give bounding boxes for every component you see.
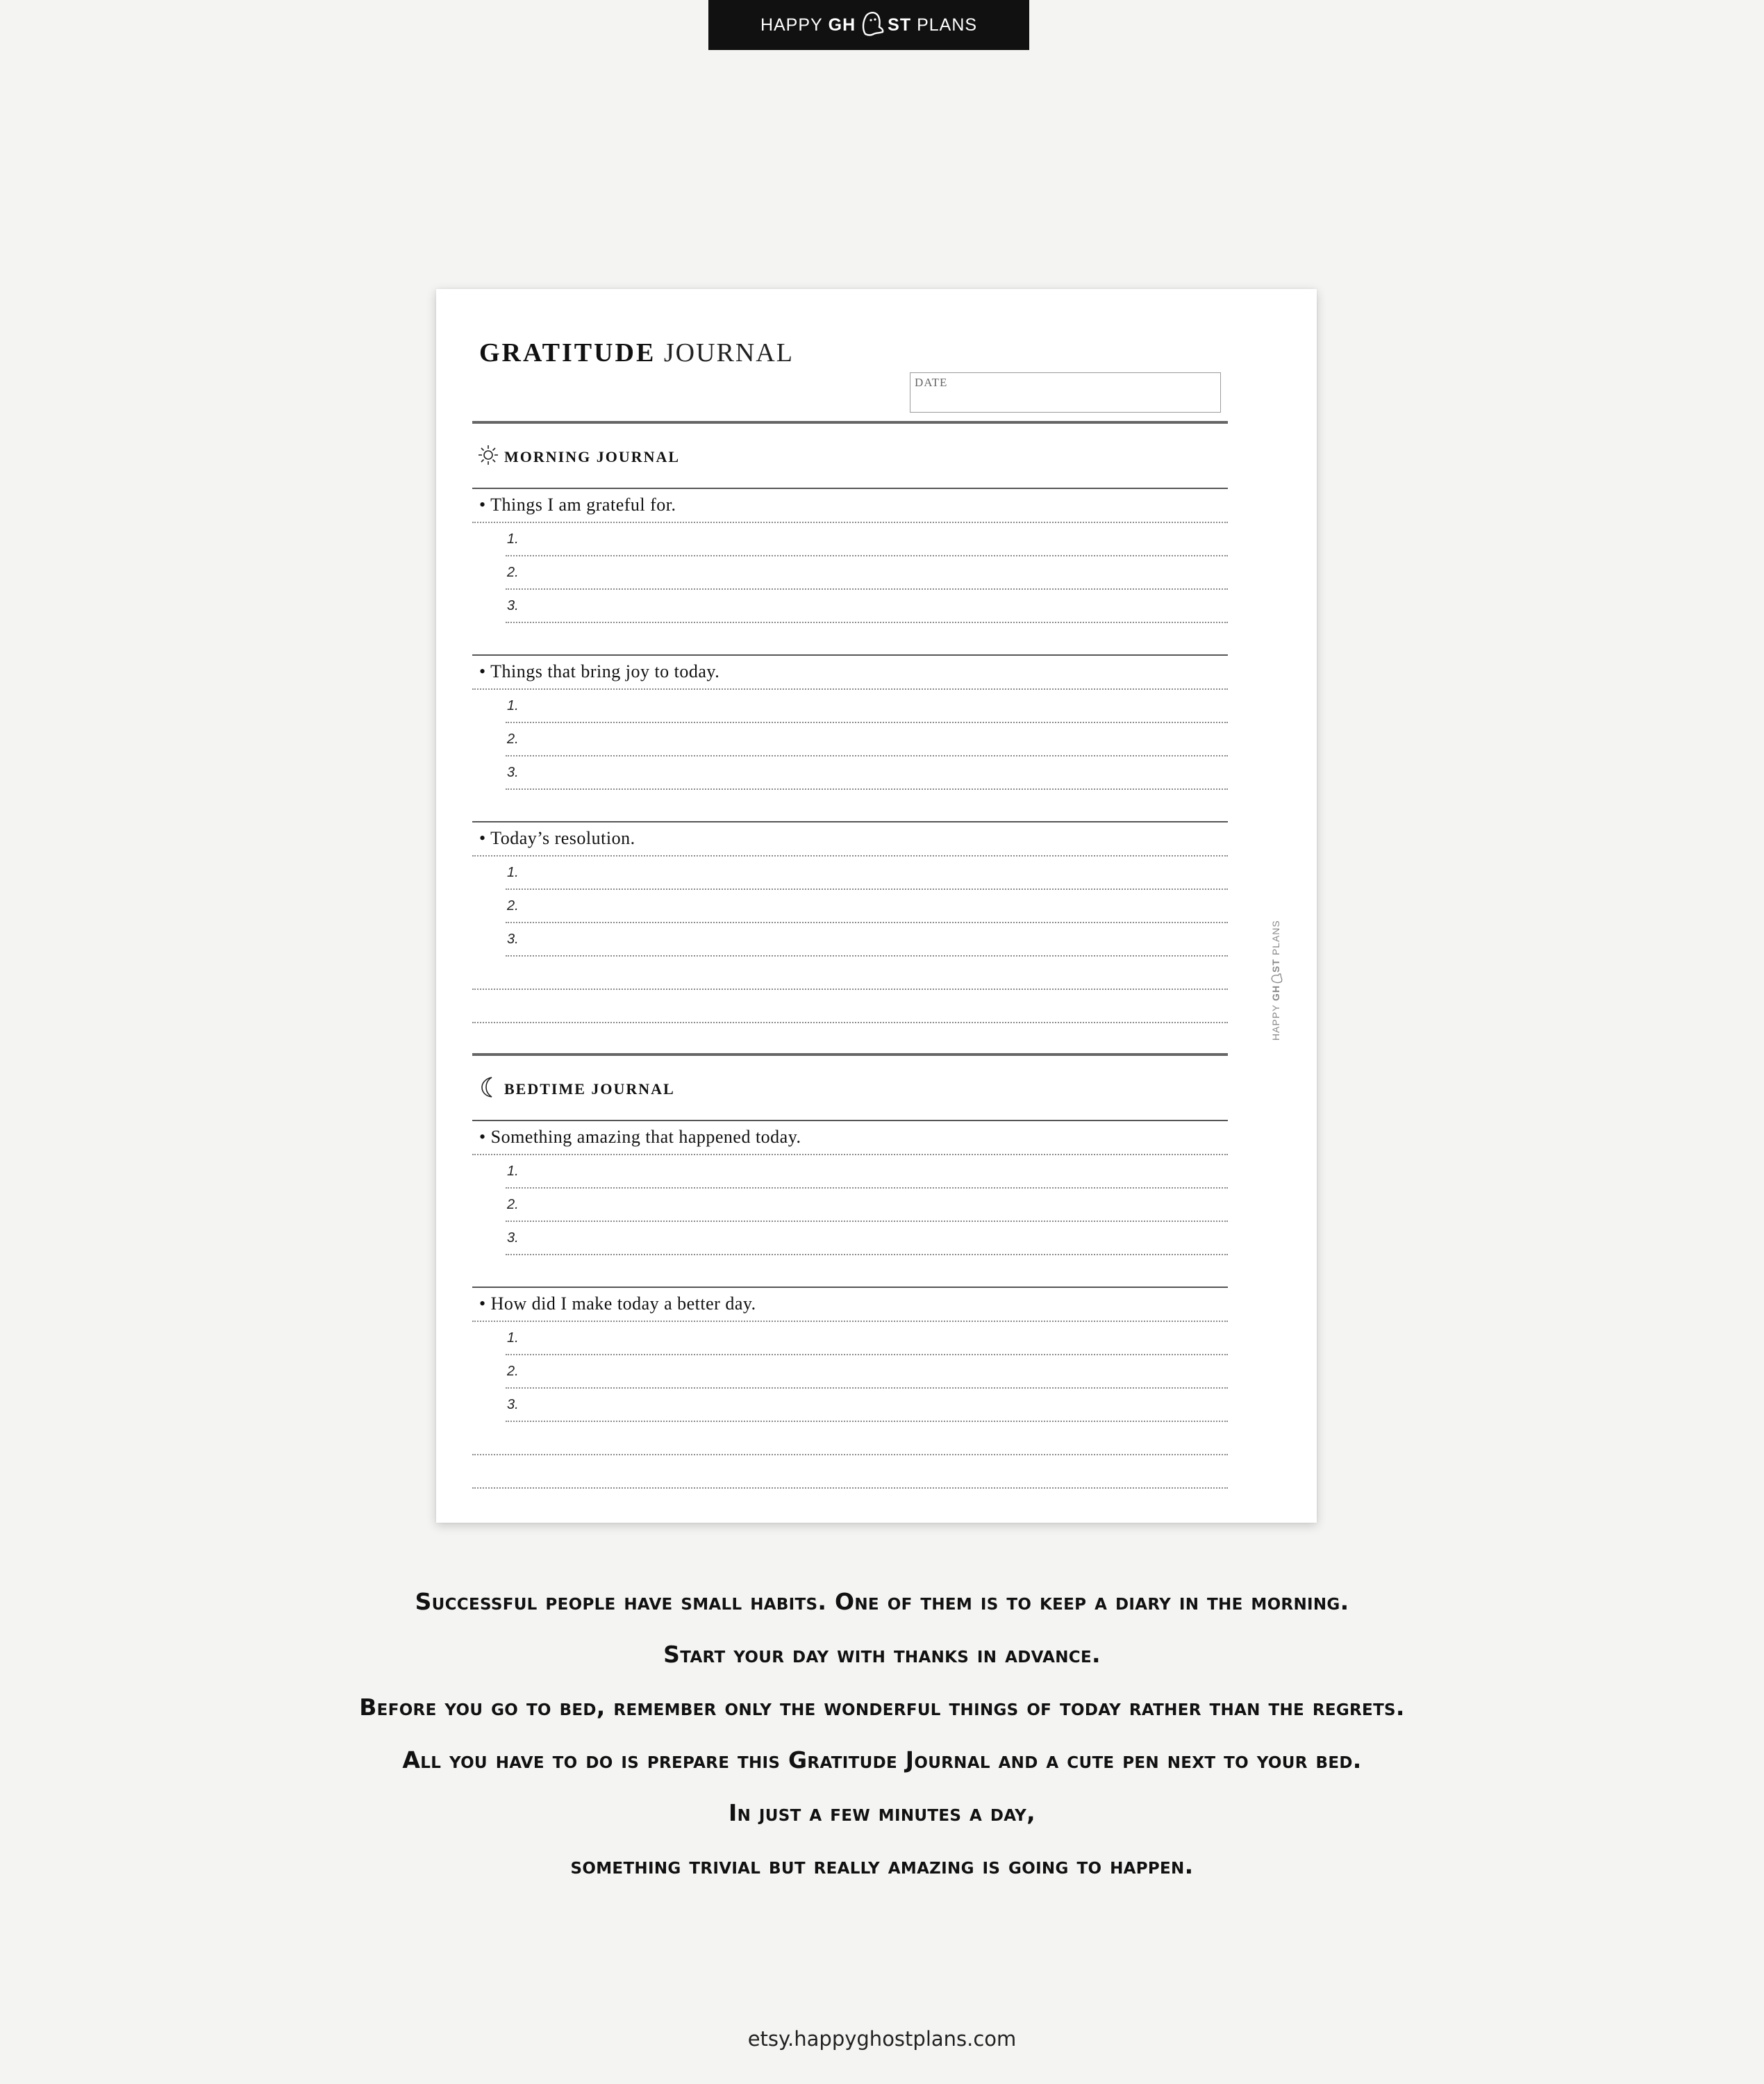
writing-line[interactable]	[506, 1421, 1228, 1422]
writing-line[interactable]	[506, 1221, 1228, 1222]
description-line: All you have to do is prepare this Gratitude Journal and a cute pen next to your bed.	[402, 1746, 1362, 1773]
writing-line[interactable]	[506, 722, 1228, 723]
brand-word-plans: PLANS	[917, 15, 978, 35]
writing-line[interactable]	[506, 1354, 1228, 1355]
line-number: 3.	[507, 1397, 519, 1412]
writing-line[interactable]	[506, 588, 1228, 590]
writing-line[interactable]	[506, 622, 1228, 623]
writing-line[interactable]	[506, 755, 1228, 756]
line-number: 3.	[507, 598, 519, 613]
ghost-icon	[858, 9, 885, 42]
prompt-better-day: • How did I make today a better day.	[479, 1293, 756, 1314]
writing-line[interactable]	[506, 922, 1228, 923]
side-brand-st: ST	[1270, 959, 1281, 973]
side-brand-happy: HAPPY	[1270, 1004, 1281, 1041]
prompt-joy: • Things that bring joy to today.	[479, 661, 720, 681]
dotted-line	[472, 855, 1228, 857]
date-field[interactable]	[910, 372, 1221, 413]
section-rule	[472, 654, 1228, 656]
writing-line[interactable]	[506, 555, 1228, 556]
line-number: 1.	[507, 865, 519, 880]
line-number: 1.	[507, 698, 519, 713]
line-number: 1.	[507, 1330, 519, 1346]
bedtime-heading	[478, 1075, 675, 1103]
moon-icon	[478, 1075, 499, 1103]
section-divider	[472, 1053, 1228, 1056]
section-rule	[472, 488, 1228, 489]
line-number: 1.	[507, 531, 519, 547]
header-rule	[472, 421, 1228, 424]
title-light: JOURNAL	[663, 338, 794, 367]
writing-line[interactable]	[506, 1187, 1228, 1189]
writing-line[interactable]	[506, 1387, 1228, 1389]
line-number: 3.	[507, 932, 519, 947]
writing-line[interactable]	[506, 788, 1228, 790]
sun-icon	[478, 445, 499, 470]
brand-word-gh: GH	[828, 15, 856, 35]
writing-line[interactable]	[472, 1487, 1228, 1489]
prompt-resolution: • Today’s resolution.	[479, 828, 635, 848]
line-number: 2.	[507, 898, 519, 913]
date-label: DATE	[915, 376, 948, 389]
side-brand-gh: GH	[1270, 984, 1281, 1001]
page-title	[479, 338, 794, 368]
journal-sheet	[436, 289, 1317, 1523]
morning-heading	[478, 445, 680, 470]
footer-url[interactable]: etsy.happyghostplans.com	[747, 2027, 1017, 2051]
side-brand-plans: PLANS	[1270, 920, 1281, 956]
section-rule	[472, 821, 1228, 822]
brand-banner	[708, 0, 1029, 50]
description-line: Successful people have small habits. One of them is to keep a diary in the morning.	[415, 1588, 1349, 1615]
line-number: 2.	[507, 731, 519, 747]
line-number: 1.	[507, 1164, 519, 1179]
prompt-grateful: • Things I am grateful for.	[479, 495, 676, 515]
morning-heading-text: MORNING JOURNAL	[504, 448, 681, 465]
side-ghost-icon	[1270, 973, 1281, 985]
prompt-amazing: • Something amazing that happened today.	[479, 1127, 801, 1147]
writing-line[interactable]	[506, 955, 1228, 957]
line-number: 3.	[507, 1230, 519, 1246]
section-rule	[472, 1120, 1228, 1121]
description-line: In just a few minutes a day,	[729, 1799, 1035, 1826]
bedtime-heading-text: BEDTIME JOURNAL	[504, 1080, 675, 1098]
dotted-line	[472, 1154, 1228, 1155]
writing-line[interactable]	[472, 1454, 1228, 1455]
brand-word-st: ST	[888, 15, 912, 35]
writing-line[interactable]	[472, 1022, 1228, 1023]
description-line: Before you go to bed, remember only the wonderful things of today rather than the regrets.	[359, 1694, 1405, 1721]
line-number: 3.	[507, 765, 519, 780]
brand-word-happy: HAPPY	[760, 15, 823, 35]
dotted-line	[472, 1321, 1228, 1322]
description-line: Start your day with thanks in advance.	[663, 1641, 1101, 1668]
section-rule	[472, 1287, 1228, 1288]
line-number: 2.	[507, 1364, 519, 1379]
line-number: 2.	[507, 1197, 519, 1212]
line-number: 2.	[507, 565, 519, 580]
writing-line[interactable]	[506, 888, 1228, 890]
dotted-line	[472, 688, 1228, 690]
description-line: something trivial but really amazing is going to happen.	[570, 1852, 1194, 1879]
title-bold: GRATITUDE	[479, 338, 656, 367]
writing-line[interactable]	[472, 989, 1228, 990]
dotted-line	[472, 522, 1228, 523]
writing-line[interactable]	[506, 1254, 1228, 1255]
